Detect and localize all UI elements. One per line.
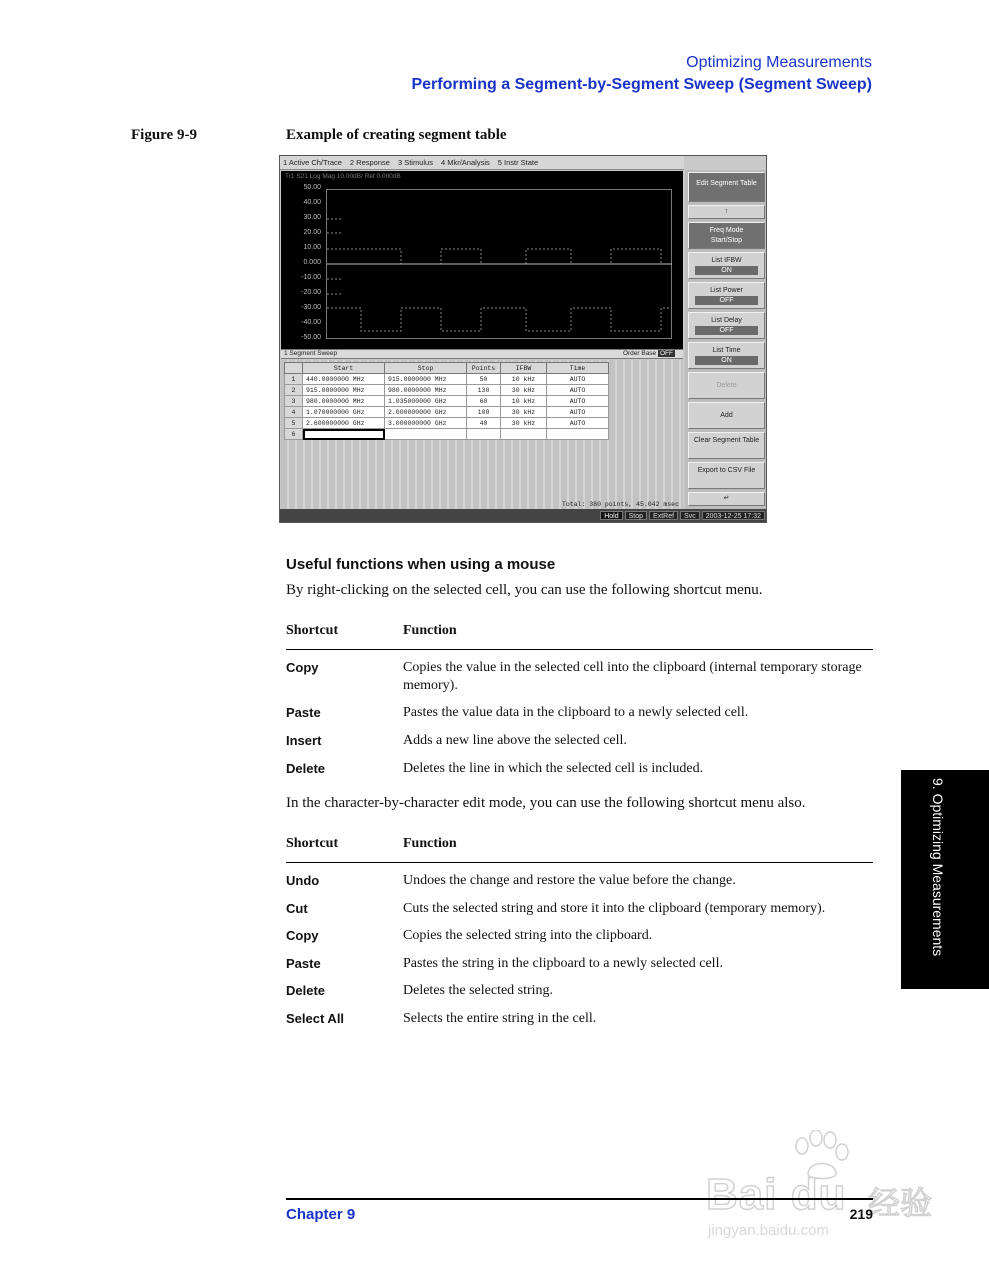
cell-points[interactable]: 60 <box>467 396 501 407</box>
softkey-label: Delete <box>716 382 737 389</box>
cell-start[interactable]: 980.0000000 MHz <box>303 396 385 407</box>
menu-bar <box>280 156 684 170</box>
watermark-brand: Bai du <box>706 1170 847 1219</box>
table-row <box>286 872 873 900</box>
mouse-shortcut-table <box>286 622 873 788</box>
figure-label: Figure 9-9 <box>131 127 197 143</box>
table-row <box>286 982 873 1010</box>
chapter-thumb-label: 9. Optimizing Measurements <box>930 778 946 957</box>
cell-time[interactable]: AUTO <box>547 418 609 429</box>
softkey-label: List Time <box>712 347 741 354</box>
table-row <box>286 1010 873 1038</box>
add-key[interactable] <box>688 402 765 429</box>
watermark-cn: 经验 <box>868 1184 933 1222</box>
list-time-key[interactable] <box>688 342 765 369</box>
trace-lines <box>281 171 683 349</box>
softkey-label: Add <box>720 412 733 419</box>
shortcut-key: Delete <box>286 983 326 998</box>
shortcut-key: Copy <box>286 660 319 675</box>
table-row <box>285 385 609 396</box>
cell-points[interactable]: 130 <box>467 385 501 396</box>
return-icon: ↵ <box>723 495 730 502</box>
cell-stop[interactable]: 2.000000000 GHz <box>385 407 467 418</box>
shortcut-desc: Selects the entire string in the cell. <box>403 1010 597 1026</box>
channel-bar <box>281 349 683 359</box>
menu-response[interactable]: 2 Response <box>349 158 390 167</box>
trace-title: Tr1 S21 Log Mag 10.00dB/ Ref 0.000dB <box>285 173 401 180</box>
row-number: 2 <box>285 385 303 396</box>
col-time: Time <box>547 363 609 374</box>
shortcut-key: Select All <box>286 1010 345 1026</box>
table-header <box>286 622 873 650</box>
channel-label: 1 Segment Sweep <box>284 350 338 357</box>
cell-ifbw[interactable]: 10 kHz <box>501 396 547 407</box>
running-header-section: Optimizing Measurements <box>686 54 872 71</box>
shortcut-desc: Deletes the selected string. <box>403 983 554 998</box>
footer-rule <box>286 1198 873 1200</box>
shortcut-desc: Copies the selected string into the clipboard. <box>403 928 653 943</box>
running-header-subsection: Performing a Segment-by-Segment Sweep (Segment Sweep) <box>411 76 872 93</box>
corner-cell <box>285 363 303 374</box>
cell-start[interactable]: 440.0000000 MHz <box>303 374 385 385</box>
cell-start[interactable]: 915.0000000 MHz <box>303 385 385 396</box>
softkey-label: Clear Segment Table <box>693 437 760 444</box>
trace-plot <box>281 171 683 349</box>
char-shortcut-table <box>286 835 873 1037</box>
selected-cell[interactable] <box>303 429 385 440</box>
shortcut-desc: Copies the value in the selected cell into the clipboard (internal temporary storage memory). <box>403 660 862 693</box>
y-tick: -20.00 <box>301 289 321 296</box>
segment-table <box>284 362 609 440</box>
softkey-value: OFF <box>695 326 758 335</box>
cell-ifbw[interactable]: 10 kHz <box>501 374 547 385</box>
table-row <box>285 429 609 440</box>
clear-segment-table-key[interactable] <box>688 432 765 459</box>
shortcut-desc: Deletes the line in which the selected cell is included. <box>403 761 704 776</box>
list-delay-key[interactable] <box>688 312 765 339</box>
table-row <box>286 927 873 955</box>
list-power-key[interactable] <box>688 282 765 309</box>
cell-time[interactable]: AUTO <box>547 396 609 407</box>
segment-table-area <box>281 360 683 510</box>
status-extref: ExtRef <box>649 511 678 520</box>
footer-chapter: Chapter 9 <box>286 1206 356 1223</box>
cell-time[interactable]: AUTO <box>547 407 609 418</box>
col-ifbw: IFBW <box>501 363 547 374</box>
up-arrow-icon: ↑ <box>724 208 729 215</box>
row-number: 4 <box>285 407 303 418</box>
back-key[interactable] <box>688 205 765 219</box>
row-number: 6 <box>285 429 303 440</box>
page-number: 219 <box>849 1206 873 1222</box>
export-csv-key[interactable] <box>688 462 765 489</box>
cell-ifbw[interactable] <box>501 429 547 440</box>
col-stop: Stop <box>385 363 467 374</box>
return-key[interactable] <box>688 492 765 506</box>
header-function: Function <box>403 623 457 638</box>
softkey-value: OFF <box>695 296 758 305</box>
status-svc: Svc <box>680 511 700 520</box>
cell-ifbw[interactable]: 30 kHz <box>501 385 547 396</box>
y-tick: -30.00 <box>301 304 321 311</box>
cell-ifbw[interactable]: 30 kHz <box>501 407 547 418</box>
shortcut-desc: Cuts the selected string and store it into the clipboard (temporary memory). <box>403 900 826 916</box>
menu-mkr-analysis[interactable]: 4 Mkr/Analysis <box>440 158 490 167</box>
char-edit-intro: In the character-by-character edit mode, you can use the following shortcut menu also. <box>286 795 806 811</box>
header-shortcut: Shortcut <box>286 623 339 638</box>
status-hold: Hold <box>600 511 622 520</box>
cell-points[interactable]: 100 <box>467 407 501 418</box>
shortcut-key: Copy <box>286 928 319 943</box>
softkey-label: Edit Segment Table <box>696 180 757 187</box>
cell-stop[interactable]: 915.0000000 MHz <box>385 374 467 385</box>
total-points-readout: Total: 380 points, 45.042 msec <box>561 501 679 508</box>
softkey-label: List Delay <box>711 317 742 324</box>
cell-start[interactable]: 1.070000000 GHz <box>303 407 385 418</box>
shortcut-key: Cut <box>286 900 308 916</box>
table-row <box>285 407 609 418</box>
softkey-label: List Power <box>710 287 743 294</box>
cell-stop[interactable]: 1.035000000 GHz <box>385 396 467 407</box>
table-row <box>285 396 609 407</box>
status-datetime: 2003-12-25 17:32 <box>702 511 765 520</box>
shortcut-key: Paste <box>286 955 321 971</box>
baidu-watermark <box>700 1130 940 1240</box>
instrument-screenshot <box>279 155 767 523</box>
softkey-label: Freq Mode <box>709 227 744 234</box>
softkey-label: Export to CSV File <box>697 467 756 474</box>
header-function: Function <box>403 836 457 851</box>
y-tick: -50.00 <box>301 334 321 341</box>
status-stop: Stop <box>625 511 647 520</box>
cell-points[interactable]: 50 <box>467 374 501 385</box>
watermark-url: jingyan.baidu.com <box>708 1222 829 1239</box>
table-row <box>285 374 609 385</box>
menu-instr-state[interactable]: 5 Instr State <box>497 158 539 167</box>
softkey-value: ON <box>695 266 758 275</box>
table-row <box>286 760 873 788</box>
order-base-label: Order Base <box>622 350 657 357</box>
softkey-label: List IFBW <box>711 257 742 264</box>
table-row <box>286 659 873 704</box>
table-row <box>285 418 609 429</box>
list-ifbw-key[interactable] <box>688 252 765 279</box>
figure-title: Example of creating segment table <box>286 127 507 143</box>
y-tick: -10.00 <box>301 274 321 281</box>
freq-mode-key[interactable] <box>688 222 765 249</box>
row-number: 3 <box>285 396 303 407</box>
chapter-thumb-tab <box>901 770 989 989</box>
cell-time[interactable] <box>547 429 609 440</box>
shortcut-key: Undo <box>286 873 320 888</box>
shortcut-desc: Adds a new line above the selected cell. <box>403 733 627 748</box>
col-points: Points <box>467 363 501 374</box>
menu-active-ch[interactable]: 1 Active Ch/Trace <box>283 158 342 167</box>
table-row <box>286 955 873 983</box>
y-tick: 30.00 <box>303 214 321 221</box>
shortcut-desc: Pastes the value data in the clipboard to a newly selected cell. <box>403 705 749 720</box>
menu-stimulus[interactable]: 3 Stimulus <box>397 158 433 167</box>
y-tick: -40.00 <box>301 319 321 326</box>
softkey-value: ON <box>695 356 758 365</box>
status-bar <box>280 509 767 522</box>
cell-ifbw[interactable]: 30 kHz <box>501 418 547 429</box>
table-row <box>286 704 873 732</box>
y-tick: 40.00 <box>303 199 321 206</box>
table-header <box>286 835 873 863</box>
section-heading: Useful functions when using a mouse <box>286 556 556 573</box>
y-tick: 10.00 <box>303 244 321 251</box>
col-start: Start <box>303 363 385 374</box>
softkey-value: Start/Stop <box>710 237 743 244</box>
cell-points[interactable] <box>467 429 501 440</box>
delete-key[interactable] <box>688 372 765 399</box>
y-tick: 0.000 <box>303 259 321 266</box>
cell-start[interactable]: 2.600000000 GHz <box>303 418 385 429</box>
row-number: 5 <box>285 418 303 429</box>
order-base[interactable] <box>623 350 675 357</box>
shortcut-desc: Pastes the string in the clipboard to a newly selected cell. <box>403 955 723 971</box>
shortcut-key: Insert <box>286 733 322 748</box>
cell-points[interactable]: 40 <box>467 418 501 429</box>
table-row <box>286 732 873 760</box>
mouse-intro: By right-clicking on the selected cell, you can use the following shortcut menu. <box>286 582 763 598</box>
y-tick: 50.00 <box>303 184 321 191</box>
row-number: 1 <box>285 374 303 385</box>
cell-stop[interactable]: 3.000000000 GHz <box>385 418 467 429</box>
softkey-panel <box>685 170 767 510</box>
cell-stop[interactable]: 980.0000000 MHz <box>385 385 467 396</box>
cell-time[interactable]: AUTO <box>547 374 609 385</box>
shortcut-key: Delete <box>286 761 326 776</box>
shortcut-key: Paste <box>286 705 321 720</box>
shortcut-desc: Undoes the change and restore the value before the change. <box>403 873 736 888</box>
y-tick: 20.00 <box>303 229 321 236</box>
cell-time[interactable]: AUTO <box>547 385 609 396</box>
header-shortcut: Shortcut <box>286 836 339 851</box>
table-row <box>286 900 873 928</box>
edit-segment-table-key[interactable] <box>688 172 765 202</box>
cell-stop[interactable] <box>385 429 467 440</box>
order-base-value: OFF <box>660 350 673 357</box>
